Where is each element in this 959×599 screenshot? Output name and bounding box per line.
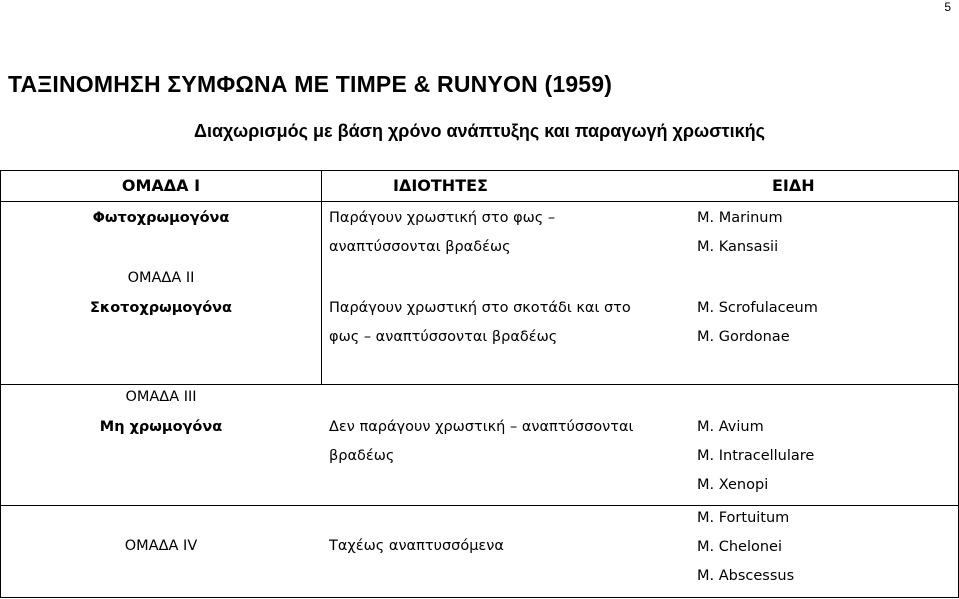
group-2-species-2: M. Gordonae: [697, 329, 790, 345]
group-3-property-line-1: Δεν παράγουν χρωστική – αναπτύσσονται: [329, 419, 634, 435]
group-4-species-2: M. Chelonei: [697, 539, 783, 555]
group-3-species-2: M. Intracellulare: [697, 448, 815, 464]
group-3-species-3: M. Xenopi: [697, 477, 769, 493]
page-number: 5: [944, 0, 951, 14]
group-3-species-1: M. Avium: [697, 419, 764, 435]
group-1-property-line-2: αναπτύσσονται βραδέως: [329, 239, 511, 255]
group-2-property-line-1: Παράγουν χρωστική στο σκοτάδι και στο: [329, 300, 631, 316]
group-1-property-line-1: Παράγουν χρωστική στο φως –: [329, 210, 556, 226]
page-subtitle: Διαχωρισμός με βάση χρόνο ανάπτυξης και παραγωγή χρωστικής: [194, 121, 765, 141]
group-4-species-3: M. Abscessus: [697, 568, 795, 584]
group-1-name: Φωτοχρωμογόνα: [92, 210, 230, 226]
group-4-property-line-1: Ταχέως αναπτυσσόμενα: [329, 538, 504, 554]
group-2-species-1: M. Scrofulaceum: [697, 300, 818, 316]
group-iv-divider: [0, 505, 959, 506]
group-1-species-2: M. Kansasii: [697, 239, 779, 255]
header-species: ΕΙΔΗ: [772, 176, 815, 195]
group-3-property-line-2: βραδέως: [329, 448, 395, 464]
group-2-name: Σκοτοχρωμογόνα: [89, 300, 233, 316]
group-2-label: ΟΜΑΔΑ ΙΙ: [127, 270, 195, 286]
table-top-border: [0, 170, 959, 171]
table-bottom-border: [0, 597, 959, 598]
header-divider: [0, 201, 959, 202]
group-iii-divider: [0, 384, 959, 385]
group-2-property-line-2: φως – αναπτύσσονται βραδέως: [329, 329, 558, 345]
group-4-label: ΟΜΑΔΑ ΙV: [124, 538, 198, 554]
page-title: ΤΑΞΙΝΟΜΗΣΗ ΣΥΜΦΩΝΑ ΜΕ ΤΙΜΡΕ & RUNYON (1959): [8, 71, 613, 97]
header-group: ΟΜΑΔΑ Ι: [121, 176, 201, 195]
group-4-species-1: M. Fortuitum: [697, 510, 790, 526]
group-1-species-1: M. Marinum: [697, 210, 783, 226]
group-3-name: Μη χρωμογόνα: [99, 419, 223, 435]
header-properties: ΙΔΙΟΤΗΤΕΣ: [393, 176, 488, 195]
group-3-label: ΟΜΑΔΑ ΙΙΙ: [125, 389, 197, 405]
